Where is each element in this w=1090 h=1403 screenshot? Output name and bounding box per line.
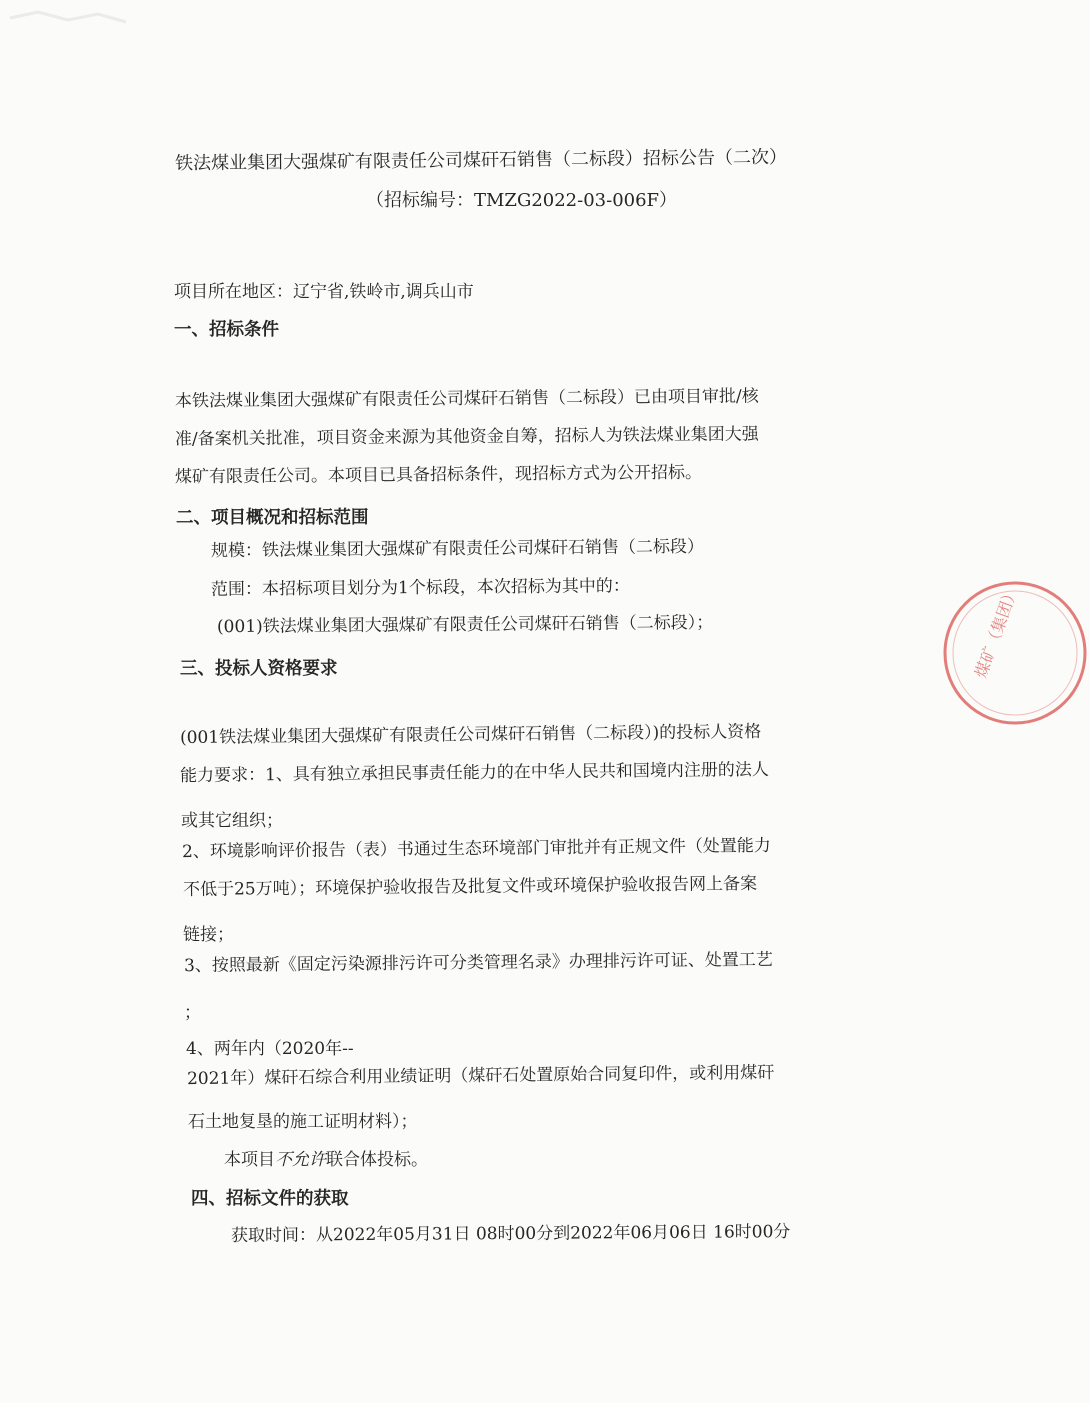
qualification-line: 2021年）煤矸石综合利用业绩证明（煤矸石处置原始合同复印件，或利用煤矸 — [186, 1062, 775, 1090]
section-4-heading: 四、招标文件的获取 — [191, 1189, 349, 1209]
section-1-line: 准/备案机关批准，项目资金来源为其他资金自筹，招标人为铁法煤业集团大强 — [174, 424, 759, 450]
tender-number: （招标编号：TMZG2022-03-006F） — [366, 190, 678, 211]
document-title: 铁法煤业集团大强煤矿有限责任公司煤矸石销售（二标段）招标公告（二次） — [174, 146, 788, 175]
project-scope: 范围：本招标项目划分为1个标段，本次招标为其中的： — [210, 576, 630, 600]
consortium-prefix: 本项目 — [224, 1150, 275, 1170]
section-1-heading: 一、招标条件 — [174, 320, 279, 340]
qualification-line: 或其它组织； — [181, 811, 283, 831]
qualification-line: 不低于25万吨）；环境保护验收报告及批复文件或环境保护验收报告网上备案 — [182, 873, 758, 901]
project-lot: (001)铁法煤业集团大强煤矿有限责任公司煤矸石销售（二标段）； — [216, 612, 714, 638]
svg-text:煤矿（集团）: 煤矿（集团） — [971, 583, 1022, 681]
consortium-note — [224, 1149, 428, 1171]
consortium-italic: 不允许 — [275, 1150, 326, 1170]
scan-mark — [8, 8, 128, 38]
qualification-line: ； — [184, 1003, 201, 1023]
qualification-line: 2、环境影响评价报告（表）书通过生态环境部门审批并有正规文件（处置能力 — [181, 835, 771, 863]
qualification-line: 链接； — [183, 925, 234, 945]
acquisition-time: 获取时间：从2022年05月31日 08时00分到2022年06月06日 16时00分 — [230, 1222, 791, 1246]
qualification-line: 石土地复垦的施工证明材料）； — [188, 1112, 418, 1132]
section-1-line: 本铁法煤业集团大强煤矿有限责任公司煤矸石销售（二标段）已由项目审批/核 — [174, 386, 759, 412]
section-2-heading: 二、项目概况和招标范围 — [176, 508, 369, 528]
qualification-line: 能力要求：1、具有独立承担民事责任能力的在中华人民共和国境内注册的法人 — [179, 759, 769, 787]
project-location: 项目所在地区：辽宁省,铁岭市,调兵山市 — [174, 282, 474, 302]
project-scale: 规模：铁法煤业集团大强煤矿有限责任公司煤矸石销售（二标段） — [210, 536, 705, 562]
qualification-line: 4、两年内（2020年-- — [186, 1039, 354, 1059]
section-1-line: 煤矿有限责任公司。本项目已具备招标条件，现招标方式为公开招标。 — [174, 462, 703, 488]
qualification-line: 3、按照最新《固定污染源排污许可分类管理名录》办理排污许可证、处置工艺 — [183, 949, 773, 977]
section-3-heading: 三、投标人资格要求 — [180, 659, 338, 679]
consortium-suffix: 联合体投标。 — [326, 1150, 428, 1170]
company-seal — [940, 578, 1090, 728]
qualification-line: (001铁法煤业集团大强煤矿有限责任公司煤矸石销售（二标段）)的投标人资格 — [179, 721, 762, 749]
